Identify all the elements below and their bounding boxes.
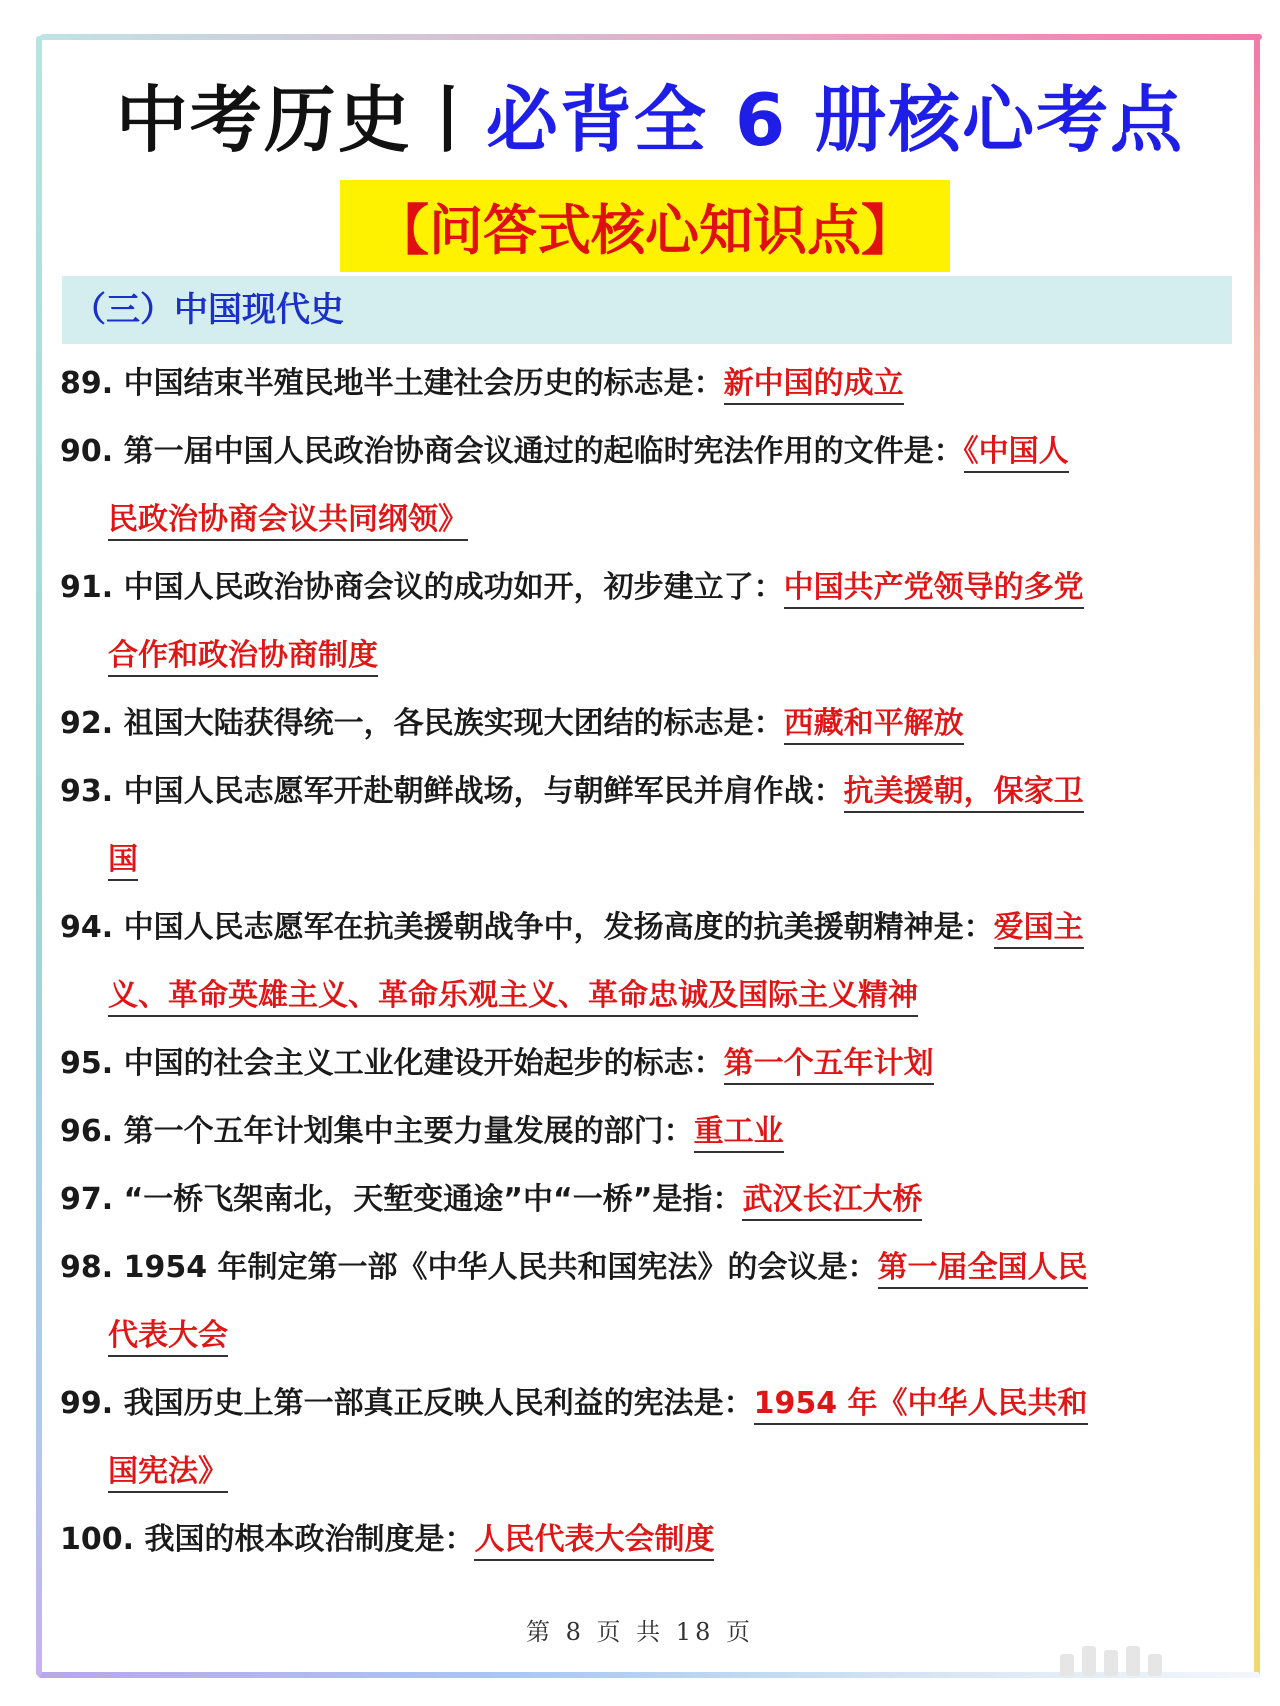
qa-question-line: [60, 894, 1238, 962]
qa-answer: 西藏和平解放: [784, 706, 964, 745]
qa-answer-continuation-line: [60, 1302, 1238, 1370]
section-title: （三）中国现代史: [72, 290, 344, 330]
qa-question: 93. 中国人民志愿军开赴朝鲜战场，与朝鲜军民并肩作战：: [60, 774, 844, 809]
qa-answer-continuation: 民政治协商会议共同纲领》: [108, 502, 468, 541]
qa-answer-continuation-line: [60, 826, 1238, 894]
qa-question: 97. “一桥飞架南北，天堑变通途”中“一桥”是指：: [60, 1182, 743, 1217]
qa-question: 94. 中国人民志愿军在抗美援朝战争中，发扬高度的抗美援朝精神是：: [60, 910, 994, 945]
page-number: 第 8 页 共 18 页: [526, 1618, 754, 1646]
qa-answer-continuation: 代表大会: [108, 1318, 228, 1357]
qa-answer: 中国共产党领导的多党: [784, 570, 1084, 609]
qa-answer: 人民代表大会制度: [474, 1522, 714, 1561]
qa-question: 95. 中国的社会主义工业化建设开始起步的标志：: [60, 1046, 724, 1081]
page-title: [0, 70, 1280, 170]
qa-question-line: [60, 350, 1238, 418]
qa-question-line: [60, 418, 1238, 486]
frame-left-border: [36, 36, 42, 1676]
qa-answer: 1954 年《中华人民共和: [754, 1386, 1088, 1425]
subtitle: 【问答式核心知识点】: [375, 198, 915, 262]
qa-item: [60, 690, 1238, 758]
qa-answer: 第一届全国人民: [878, 1250, 1088, 1289]
qa-answer-continuation: 国宪法》: [108, 1454, 228, 1493]
qa-question: 96. 第一个五年计划集中主要力量发展的部门：: [60, 1114, 694, 1149]
qa-answer-continuation-line: [60, 1438, 1238, 1506]
qa-question-line: [60, 1098, 1238, 1166]
frame-top-border: [40, 34, 1262, 40]
qa-item: [60, 418, 1238, 554]
qa-answer: 第一个五年计划: [724, 1046, 934, 1085]
qa-question-line: [60, 690, 1238, 758]
qa-question: 98. 1954 年制定第一部《中华人民共和国宪法》的会议是：: [60, 1250, 878, 1285]
qa-answer: 武汉长江大桥: [742, 1182, 922, 1221]
qa-question: 91. 中国人民政治协商会议的成功如开，初步建立了：: [60, 570, 784, 605]
qa-question-line: [60, 1506, 1238, 1574]
qa-item: [60, 1506, 1238, 1574]
frame-right-border: [1254, 34, 1260, 1678]
title-separator: 丨: [411, 78, 486, 162]
title-part2: 必背全 6 册核心考点: [485, 78, 1185, 162]
qa-item: [60, 894, 1238, 1030]
watermark-bars-icon: [1060, 1646, 1162, 1676]
qa-answer: 《中国人: [964, 434, 1069, 473]
qa-question-line: [60, 758, 1238, 826]
qa-answer-continuation-line: [60, 962, 1238, 1030]
qa-question: 92. 祖国大陆获得统一，各民族实现大团结的标志是：: [60, 706, 784, 741]
qa-answer-continuation: 合作和政治协商制度: [108, 638, 378, 677]
qa-item: [60, 554, 1238, 690]
qa-question-line: [60, 1030, 1238, 1098]
qa-question-line: [60, 1234, 1238, 1302]
qa-question-line: [60, 554, 1238, 622]
qa-answer: 爱国主: [994, 910, 1084, 949]
qa-item: [60, 1234, 1238, 1370]
qa-question: 99. 我国历史上第一部真正反映人民利益的宪法是：: [60, 1386, 754, 1421]
qa-item: [60, 1166, 1238, 1234]
qa-question-line: [60, 1370, 1238, 1438]
qa-item: [60, 1370, 1238, 1506]
qa-answer: 抗美援朝，保家卫: [844, 774, 1084, 813]
qa-item: [60, 758, 1238, 894]
qa-item: [60, 350, 1238, 418]
qa-answer: 新中国的成立: [724, 366, 904, 405]
qa-answer-continuation: 义、革命英雄主义、革命乐观主义、革命忠诚及国际主义精神: [108, 978, 918, 1017]
qa-question: 100. 我国的根本政治制度是：: [60, 1522, 475, 1557]
qa-item: [60, 1098, 1238, 1166]
subtitle-banner: [340, 180, 950, 272]
qa-answer-continuation-line: [60, 486, 1238, 554]
qa-question: 90. 第一届中国人民政治协商会议通过的起临时宪法作用的文件是：: [60, 434, 964, 469]
qa-list: [60, 350, 1238, 1574]
qa-question: 89. 中国结束半殖民地半土建社会历史的标志是：: [60, 366, 724, 401]
qa-answer-continuation-line: [60, 622, 1238, 690]
qa-answer: 重工业: [694, 1114, 784, 1153]
title-part1: 中考历史: [115, 78, 412, 162]
qa-answer-continuation: 国: [108, 842, 138, 881]
qa-item: [60, 1030, 1238, 1098]
qa-question-line: [60, 1166, 1238, 1234]
